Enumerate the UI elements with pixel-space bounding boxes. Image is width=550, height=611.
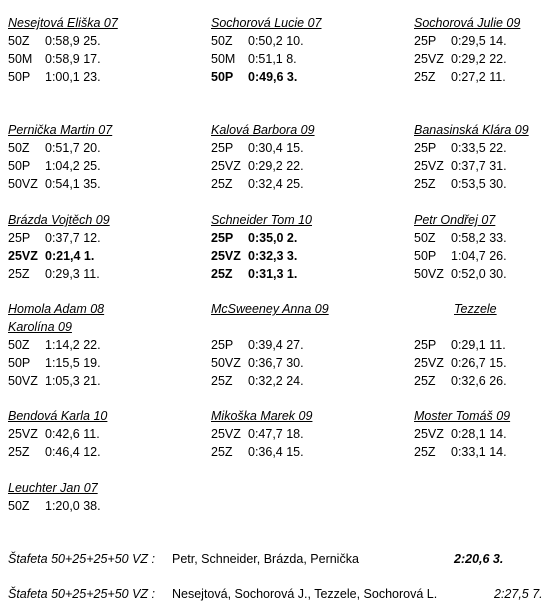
result-row: [414, 425, 550, 443]
discipline: 50VZ: [8, 374, 38, 388]
discipline: 25Z: [8, 267, 30, 281]
discipline: 50M: [211, 52, 236, 66]
swimmer-name: Schneider Tom 10: [211, 213, 312, 227]
swimmer-name: Homola Adam 08: [8, 302, 105, 316]
result-row: [211, 443, 391, 461]
discipline: 25VZ: [414, 52, 444, 66]
discipline: 25VZ: [414, 159, 444, 173]
result-row: [8, 443, 188, 461]
result: 0:26,7 15.: [451, 356, 507, 370]
discipline: 25VZ: [414, 427, 444, 441]
discipline: 25VZ: [8, 427, 38, 441]
result-row: [8, 372, 188, 390]
swimmer-name: Bendová Karla 10: [8, 409, 108, 423]
discipline: 25P: [414, 34, 437, 48]
result: 1:04,2 25.: [45, 159, 101, 173]
swimmer-block: [211, 14, 391, 86]
swimmer-name: Brázda Vojtěch 09: [8, 213, 110, 227]
discipline: 25P: [414, 338, 437, 352]
swimmer-block: [8, 211, 188, 283]
discipline: 25Z: [414, 374, 436, 388]
swimmer-name-second: [414, 318, 550, 336]
swimmer-name-second: Karolína 09: [8, 320, 72, 334]
result-row: [211, 336, 391, 354]
relay-members: Petr, Schneider, Brázda, Pernička: [172, 552, 359, 566]
swimmer-name: Nesejtová Eliška 07: [8, 16, 118, 30]
result: 0:29,2 22.: [451, 52, 507, 66]
result-row: [211, 32, 391, 50]
discipline: 50Z: [8, 34, 30, 48]
discipline: 50P: [211, 70, 234, 84]
result-row: [211, 265, 391, 283]
result-row: [414, 50, 550, 68]
result-row: [414, 443, 550, 461]
swimmer-block: [414, 121, 550, 193]
result: 1:05,3 21.: [45, 374, 101, 388]
discipline: 25Z: [414, 445, 436, 459]
swimmer-name: Pernička Martin 07: [8, 123, 113, 137]
result-row: [8, 68, 188, 86]
result: 0:29,1 11.: [451, 338, 506, 352]
result: 0:42,6 11.: [45, 427, 100, 441]
result-row: [414, 265, 550, 283]
swimmer-block: [414, 14, 550, 86]
result-row: [211, 68, 391, 86]
result: 0:30,4 15.: [248, 141, 304, 155]
result-row: [211, 354, 391, 372]
discipline: 50M: [8, 52, 33, 66]
result: 0:51,7 20.: [45, 141, 101, 155]
result-row: [211, 229, 391, 247]
result: 0:54,1 35.: [45, 177, 101, 191]
result: 0:58,9 25.: [45, 34, 101, 48]
discipline: 25P: [211, 141, 234, 155]
discipline: 50Z: [414, 231, 436, 245]
result: 0:29,2 22.: [248, 159, 304, 173]
result: 1:20,0 38.: [45, 499, 101, 513]
result: 1:04,7 26.: [451, 249, 507, 263]
result: 0:28,1 14.: [451, 427, 507, 441]
discipline: 50Z: [8, 141, 30, 155]
result: 0:58,2 33.: [451, 231, 507, 245]
result: 0:36,4 15.: [248, 445, 304, 459]
swimmer-name: Banasinská Klára 09: [414, 123, 529, 137]
result: 0:27,2 11.: [451, 70, 506, 84]
swimmer-name: Mikoška Marek 09: [211, 409, 313, 423]
swimmer-name: Tezzele: [454, 302, 497, 316]
result: 0:53,5 30.: [451, 177, 507, 191]
swimmer-block: [8, 479, 188, 515]
result-row: [414, 175, 550, 193]
result-row: [8, 425, 188, 443]
result: 0:32,3 3.: [248, 249, 298, 263]
result-row: [8, 50, 188, 68]
result: 0:29,5 14.: [451, 34, 507, 48]
discipline: 25VZ: [8, 249, 38, 263]
discipline: 50VZ: [414, 267, 444, 281]
discipline: 25VZ: [414, 356, 444, 370]
result-row: [8, 497, 188, 515]
result: 1:15,5 19.: [45, 356, 101, 370]
result: 0:35,0 2.: [248, 231, 298, 245]
result: 0:32,2 24.: [248, 374, 304, 388]
relay-time: 2:27,5 7.: [494, 587, 543, 601]
result: 0:50,2 10.: [248, 34, 304, 48]
discipline: 25P: [414, 141, 437, 155]
discipline: 25P: [211, 338, 234, 352]
discipline: 25VZ: [211, 159, 241, 173]
relay-label: Štafeta 50+25+25+50 VZ :: [8, 587, 155, 601]
result-row: [414, 229, 550, 247]
result-row: [414, 372, 550, 390]
discipline: 25Z: [414, 177, 436, 191]
result-row: [211, 157, 391, 175]
result: 0:37,7 12.: [45, 231, 101, 245]
result-row: [211, 175, 391, 193]
swimmer-name-second: [211, 318, 391, 336]
result-row: [8, 229, 188, 247]
result-row: [211, 247, 391, 265]
result: 0:29,3 11.: [45, 267, 100, 281]
result: 0:33,5 22.: [451, 141, 507, 155]
swimmer-block: [8, 407, 188, 461]
swimmer-block: [211, 211, 391, 283]
swimmer-name: Petr Ondřej 07: [414, 213, 496, 227]
result: 0:21,4 1.: [45, 249, 95, 263]
result: 0:39,4 27.: [248, 338, 304, 352]
result-row: [8, 157, 188, 175]
result: 0:37,7 31.: [451, 159, 507, 173]
discipline: 50VZ: [211, 356, 241, 370]
result: 0:46,4 12.: [45, 445, 101, 459]
result: 0:52,0 30.: [451, 267, 507, 281]
result-row: [414, 157, 550, 175]
result: 1:14,2 22.: [45, 338, 101, 352]
relay-label: Štafeta 50+25+25+50 VZ :: [8, 552, 155, 566]
swimmer-name: Sochorová Lucie 07: [211, 16, 322, 30]
result-row: [211, 372, 391, 390]
swimmer-name: Kalová Barbora 09: [211, 123, 315, 137]
discipline: 25Z: [211, 177, 233, 191]
discipline: 25P: [211, 231, 234, 245]
result: 0:36,7 30.: [248, 356, 304, 370]
swimmer-name: Leuchter Jan 07: [8, 481, 98, 495]
swimmer-name: Sochorová Julie 09: [414, 16, 521, 30]
swimmer-name: Moster Tomáš 09: [414, 409, 511, 423]
result-row: [414, 32, 550, 50]
result-row: [414, 336, 550, 354]
result: 0:32,4 25.: [248, 177, 304, 191]
discipline: 50P: [8, 159, 31, 173]
result-row: [8, 336, 188, 354]
result-row: [8, 265, 188, 283]
result-row: [8, 354, 188, 372]
result: 0:58,9 17.: [45, 52, 101, 66]
result-row: [414, 68, 550, 86]
swimmer-block: [414, 300, 550, 390]
swimmer-block: [211, 407, 391, 461]
discipline: 50Z: [8, 499, 30, 513]
result-row: [8, 175, 188, 193]
result: 0:33,1 14.: [451, 445, 507, 459]
result: 0:32,6 26.: [451, 374, 507, 388]
result-row: [8, 139, 188, 157]
result: 1:00,1 23.: [45, 70, 101, 84]
relay-time: 2:20,6 3.: [454, 552, 504, 566]
discipline: 50P: [414, 249, 437, 263]
swimmer-block: [414, 211, 550, 283]
result-row: [8, 32, 188, 50]
discipline: 50P: [8, 356, 31, 370]
swimmer-block: [211, 300, 391, 390]
result-row: [414, 354, 550, 372]
discipline: 25Z: [211, 267, 233, 281]
swimmer-block: [8, 121, 188, 193]
result: 0:51,1 8.: [248, 52, 297, 66]
result-row: [211, 425, 391, 443]
discipline: 25VZ: [211, 249, 241, 263]
result-row: [8, 247, 188, 265]
result-row: [414, 139, 550, 157]
discipline: 25Z: [414, 70, 436, 84]
swimmer-block: [8, 14, 188, 86]
discipline: 50P: [8, 70, 31, 84]
relay-row: [8, 550, 550, 568]
result: 0:31,3 1.: [248, 267, 298, 281]
swimmer-name: McSweeney Anna 09: [211, 302, 329, 316]
result-row: [211, 50, 391, 68]
discipline: 25Z: [8, 445, 30, 459]
discipline: 25Z: [211, 445, 233, 459]
result-row: [211, 139, 391, 157]
result: 0:47,7 18.: [248, 427, 304, 441]
discipline: 50VZ: [8, 177, 38, 191]
discipline: 50Z: [8, 338, 30, 352]
swimmer-block: [414, 407, 550, 461]
result: 0:49,6 3.: [248, 70, 298, 84]
discipline: 25Z: [211, 374, 233, 388]
result-row: [414, 247, 550, 265]
discipline: 25P: [8, 231, 31, 245]
swimmer-block: [211, 121, 391, 193]
relay-members: Nesejtová, Sochorová J., Tezzele, Sochorová L.: [172, 587, 438, 601]
swimmer-block: [8, 300, 188, 390]
discipline: 25VZ: [211, 427, 241, 441]
discipline: 50Z: [211, 34, 233, 48]
relay-row: [8, 585, 550, 603]
